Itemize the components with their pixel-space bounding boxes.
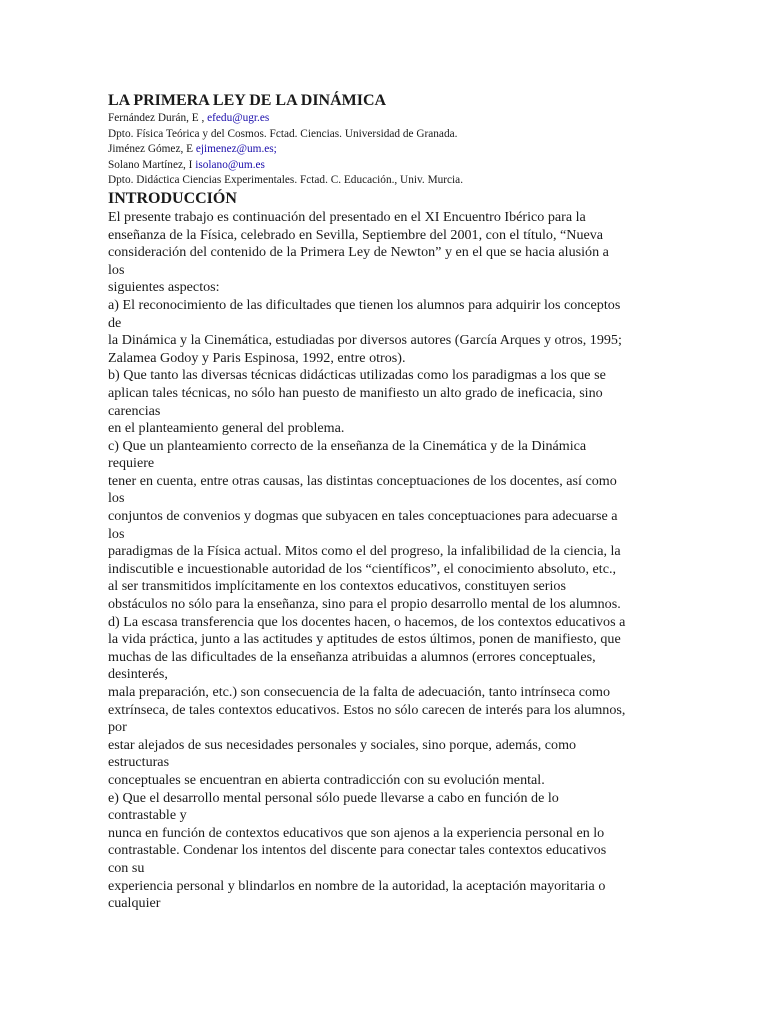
author-block bbox=[108, 111, 668, 189]
body-line: indiscutible e incuestionable autoridad de los “científicos”, el conocimiento absoluto, etc., bbox=[108, 560, 617, 577]
body-line: los bbox=[108, 525, 125, 542]
body-text bbox=[108, 209, 668, 913]
author-email-link[interactable]: isolano@um.es bbox=[195, 158, 265, 171]
affiliation-text: Dpto. Física Teórica y del Cosmos. Fctad. Ciencias. Universidad de Granada. bbox=[108, 127, 458, 140]
author-text: Solano Martínez, I bbox=[108, 158, 196, 171]
body-line: estructuras bbox=[108, 754, 170, 771]
body-line: tener en cuenta, entre otras causas, las distintas conceptuaciones de los docentes, así como bbox=[108, 472, 617, 489]
document-page bbox=[108, 91, 668, 913]
body-line: siguientes aspectos: bbox=[108, 279, 220, 296]
affiliation-line bbox=[108, 173, 668, 189]
body-line: mala preparación, etc.) son consecuencia de la falta de adecuación, tanto intrínseca como bbox=[108, 684, 611, 700]
body-line: en el planteamiento general del problema. bbox=[108, 420, 345, 437]
body-line: d) La escasa transferencia que los docentes hacen, o hacemos, de los contextos educativos a bbox=[108, 613, 626, 630]
body-line: requiere bbox=[108, 455, 155, 472]
affiliation-line bbox=[108, 127, 668, 143]
body-line: conceptuales se encuentran en abierta contradicción con su evolución mental. bbox=[108, 771, 545, 788]
body-line: El presente trabajo es continuación del presentado en el XI Encuentro Ibérico para la bbox=[108, 208, 586, 225]
section-heading: INTRODUCCIÓN bbox=[108, 189, 237, 207]
body-line: carencias bbox=[108, 402, 161, 419]
body-line: con su bbox=[108, 859, 145, 876]
body-line: paradigmas de la Física actual. Mitos como el del progreso, la infalibilidad de la ciencia, la bbox=[108, 543, 621, 560]
author-line bbox=[108, 142, 668, 158]
body-line: conjuntos de convenios y dogmas que subyacen en tales conceptuaciones para adecuarse a bbox=[108, 508, 618, 525]
author-email-link[interactable]: efedu@ugr.es bbox=[207, 112, 270, 124]
author-text: Jiménez Gómez, E bbox=[108, 143, 196, 156]
body-line: los bbox=[108, 261, 125, 278]
body-line: estar alejados de sus necesidades personales y sociales, sino porque, además, como bbox=[108, 736, 577, 753]
body-line: contrastable y bbox=[108, 807, 187, 824]
body-line: consideración del contenido de la Primera Ley de Newton” y en el que se hacia alusión a bbox=[108, 244, 609, 261]
author-text: Fernández Durán, E , bbox=[108, 112, 208, 124]
body-line: c) Que un planteamiento correcto de la enseñanza de la Cinemática y de la Dinámica bbox=[108, 437, 587, 454]
document-title: LA PRIMERA LEY DE LA DINÁMICA bbox=[108, 92, 387, 109]
body-line: obstáculos no sólo para la enseñanza, sino para el propio desarrollo mental de los alumnos. bbox=[108, 596, 621, 613]
body-line: desinterés, bbox=[108, 666, 168, 683]
body-line: extrínseca, de tales contextos educativos. Estos no sólo carecen de interés para los alumnos, bbox=[108, 701, 626, 718]
body-line: la vida práctica, junto a las actitudes y aptitudes de estos últimos, ponen de manifiesto, que bbox=[108, 631, 621, 648]
body-line: muchas de las dificultades de la enseñanza atribuidas a alumnos (errores conceptuales, bbox=[108, 648, 596, 665]
body-line: a) El reconocimiento de las dificultades que tienen los alumnos para adquirir los conceptos bbox=[108, 296, 621, 313]
body-line: por bbox=[108, 719, 127, 736]
body-line: experiencia personal y blindarlos en nombre de la autoridad, la aceptación mayoritaria o bbox=[108, 877, 606, 894]
body-line: nunca en función de contextos educativos que son ajenos a la experiencia personal en lo bbox=[108, 824, 605, 841]
affiliation-text: Dpto. Didáctica Ciencias Experimentales. Fctad. C. Educación., Univ. Murcia. bbox=[108, 174, 464, 187]
author-line bbox=[108, 158, 668, 174]
body-line: e) Que el desarrollo mental personal sólo puede llevarse a cabo en función de lo bbox=[108, 789, 559, 806]
body-line: Zalamea Godoy y Paris Espinosa, 1992, entre otros). bbox=[108, 349, 406, 366]
body-line: al ser transmitidos implícitamente en los contextos educativos, constituyen serios bbox=[108, 578, 566, 595]
body-line: b) Que tanto las diversas técnicas didácticas utilizadas como los paradigmas a los que se bbox=[108, 367, 606, 384]
body-line: la Dinámica y la Cinemática, estudiadas por diversos autores (García Arques y otros, 1995; bbox=[108, 332, 622, 349]
body-line: cualquier bbox=[108, 895, 161, 912]
body-line: enseñanza de la Física, celebrado en Sevilla, Septiembre del 2001, con el título, “Nueva bbox=[108, 226, 604, 243]
body-line: de bbox=[108, 314, 122, 331]
body-line: los bbox=[108, 490, 125, 507]
author-line bbox=[108, 111, 668, 127]
author-email-link[interactable]: ejimenez@um.es; bbox=[195, 143, 277, 156]
body-line: contrastable. Condenar los intentos del discente para conectar tales contextos educativos bbox=[108, 842, 607, 859]
body-line: aplican tales técnicas, no sólo han puesto de manifiesto un alto grado de ineficacia, sino bbox=[108, 384, 603, 401]
